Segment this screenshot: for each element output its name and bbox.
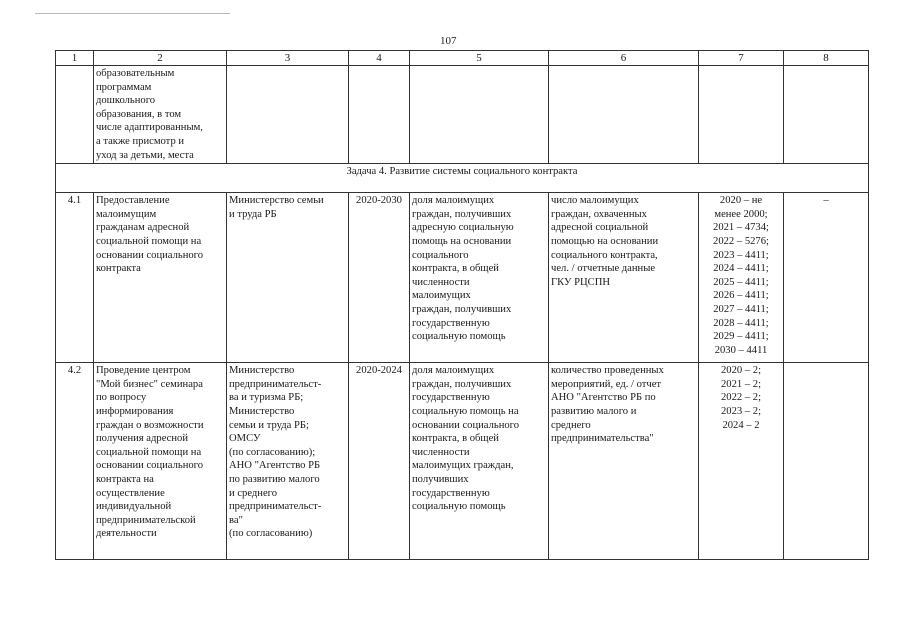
- continuation-row: [56, 66, 869, 164]
- note-cell: –: [784, 193, 869, 363]
- header-cell: 7: [699, 51, 784, 66]
- table-row: [56, 193, 869, 363]
- table-cell: [784, 66, 869, 164]
- header-cell: 6: [549, 51, 699, 66]
- header-cell: 3: [227, 51, 349, 66]
- table-header-row: [56, 51, 869, 66]
- target-values-cell: 2020 – 2; 2021 – 2; 2022 – 2; 2023 – 2; 2024 – 2: [699, 363, 784, 560]
- task-row: [56, 164, 869, 193]
- executor-cell: Министерство предпринимательст- ва и туризма РБ; Министерство семьи и труда РБ; ОМСУ (по согласованию); АНО "Агентство РБ по развитию малого и среднего предпринимательст- ва" (по согласованию): [227, 363, 349, 560]
- task-heading: Задача 4. Развитие системы социального контракта: [56, 164, 869, 193]
- header-cell: 4: [349, 51, 410, 66]
- result-cell: доля малоимущих граждан, получивших государственную социальную помощь на основании социального контракта, в общей численности малоимущих граждан, получивших государственную социальную помощь: [410, 363, 549, 560]
- table-cell: [56, 66, 94, 164]
- header-cell: 2: [94, 51, 227, 66]
- table-cell: [227, 66, 349, 164]
- indicator-cell: число малоимущих граждан, охваченных адресной социальной помощью на основании социального контракта, чел. / отчетные данные ГКУ РЦСПН: [549, 193, 699, 363]
- table-cell: [549, 66, 699, 164]
- table-cell: [410, 66, 549, 164]
- measure-name-cell: Предоставление малоимущим гражданам адресной социальной помощи на основании социального контракта: [94, 193, 227, 363]
- page-number: 107: [440, 35, 457, 47]
- header-cell: 5: [410, 51, 549, 66]
- note-cell: [784, 363, 869, 560]
- measure-name-cell: образовательным программам дошкольного образования, в том числе адаптированным, а также присмотр и уход за детьми, места: [94, 66, 227, 164]
- target-values-cell: 2020 – не менее 2000; 2021 – 4734; 2022 – 5276; 2023 – 4411; 2024 – 4411; 2025 – 4411; 2026 – 4411; 2027 – 4411; 2028 – 4411; 2029 – 4411; 2030 – 4411: [699, 193, 784, 363]
- table-cell: [699, 66, 784, 164]
- program-table: [55, 50, 869, 560]
- table-row: [56, 363, 869, 560]
- top-rule: [35, 13, 230, 14]
- result-cell: доля малоимущих граждан, получивших адресную социальную помощь на основании социального контракта, в общей численности малоимущих граждан, получивших государственную социальную помощь: [410, 193, 549, 363]
- table-cell: [349, 66, 410, 164]
- executor-cell: Министерство семьи и труда РБ: [227, 193, 349, 363]
- period-cell: 2020-2030: [349, 193, 410, 363]
- header-cell: 1: [56, 51, 94, 66]
- row-number: 4.2: [56, 363, 94, 560]
- row-number: 4.1: [56, 193, 94, 363]
- header-cell: 8: [784, 51, 869, 66]
- measure-name-cell: Проведение центром "Мой бизнес" семинара по вопросу информирования граждан о возможности получения адресной социальной помощи на основании социального контракта на осуществление индивидуальной предпринимательской деятельности: [94, 363, 227, 560]
- period-cell: 2020-2024: [349, 363, 410, 560]
- indicator-cell: количество проведенных мероприятий, ед. / отчет АНО "Агентство РБ по развитию малого и среднего предпринимательства": [549, 363, 699, 560]
